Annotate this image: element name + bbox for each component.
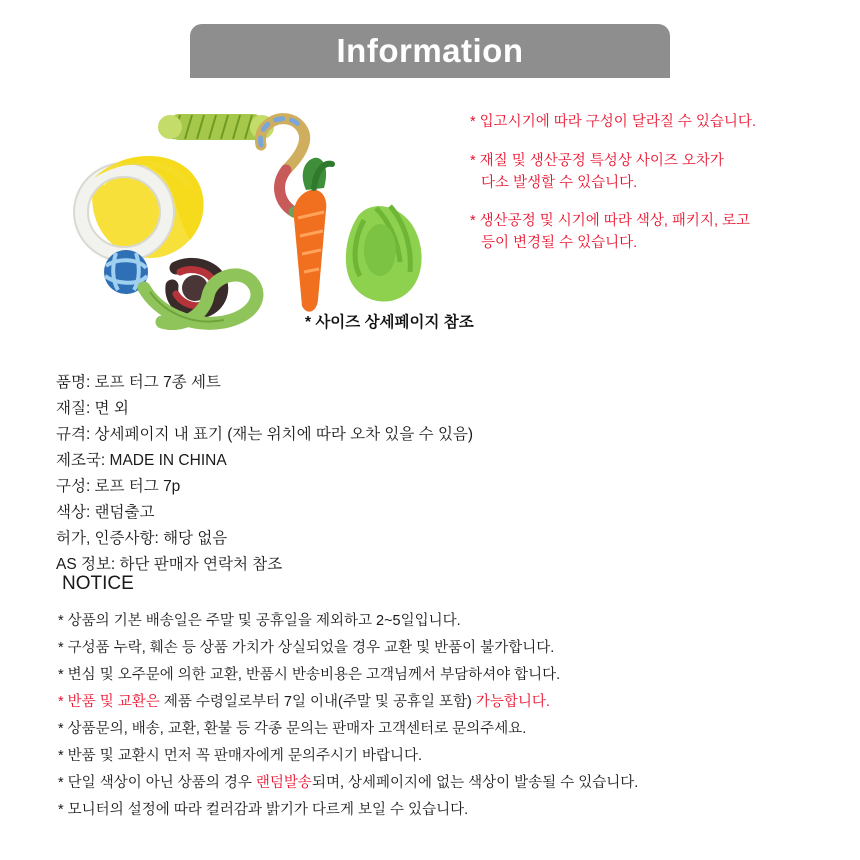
warning-note (470, 211, 850, 255)
warning-note-line2: 등이 변경될 수 있습니다. (481, 235, 638, 251)
spec-line: AS 정보: 하단 판매자 연락처 참조 (56, 556, 283, 573)
orange-carrot-toy-icon (294, 158, 332, 312)
notice-line: * 상품문의, 배송, 교환, 환불 등 각종 문의는 판매자 고객센터로 문의주세요. (58, 721, 527, 737)
notice-line: * 모니터의 설정에 따라 컬러감과 밝기가 다르게 보일 수 있습니다. (58, 802, 469, 818)
warning-note-line1: * 생산공정 및 시기에 따라 색상, 패키지, 로고 (470, 213, 751, 230)
warning-note (470, 151, 850, 195)
notice-seg-c: 되며, 상세페이지에 없는 색상이 발송될 수 있습니다. (311, 775, 639, 791)
notice-line: * 변심 및 오주문에 의한 교환, 반품시 반송비용은 고객님께서 부담하셔야 합니다. (58, 667, 561, 683)
warning-note-line1: * 재질 및 생산공정 특성상 사이즈 오차가 (470, 152, 724, 169)
notice-line: * 반품 및 교환시 먼저 꼭 판매자에게 문의주시기 바랍니다. (58, 748, 423, 764)
notice-list (58, 608, 838, 824)
notice-seg-b: 랜덤발송 (255, 775, 312, 791)
notice-seg-a: * 반품 및 교환은 (58, 694, 164, 710)
notice-seg-a: * 단일 색상이 아닌 상품의 경우 (58, 775, 256, 791)
page-title: Information (336, 32, 524, 69)
notice-line-highlight (58, 689, 838, 716)
warning-note (470, 112, 850, 134)
warning-notes (470, 112, 850, 272)
notice-seg-c: 가능합니다. (471, 694, 550, 710)
spec-line: 품명: 로프 터그 7종 세트 (56, 374, 221, 391)
notice-line-mixed (58, 770, 838, 797)
spec-list (56, 370, 796, 578)
size-reference-text: * 사이즈 상세페이지 참조 (305, 314, 474, 331)
yellow-frisbee-disc-icon (74, 152, 204, 261)
spec-line: 구성: 로프 터그 7p (56, 478, 181, 495)
notice-line: * 상품의 기본 배송일은 주말 및 공휴일을 제외하고 2~5일입니다. (58, 613, 461, 629)
spec-line: 재질: 면 외 (56, 400, 129, 417)
warning-note-line2: 다소 발생할 수 있습니다. (481, 174, 638, 191)
notice-seg-b: 제품 수령일로부터 7일 이내(주말 및 공휴일 포함) (163, 694, 472, 710)
spec-line: 규격: 상세페이지 내 표기 (재는 위치에 따라 오차 있을 수 있음) (56, 426, 474, 443)
spec-line: 색상: 랜덤출고 (56, 504, 155, 521)
green-shoe-toy-icon (346, 206, 422, 302)
warning-note-line1: * 입고시기에 따라 구성이 달라질 수 있습니다. (470, 114, 756, 130)
spec-line: 제조국: MADE IN CHINA (56, 452, 227, 469)
notice-line: * 구성품 누락, 훼손 등 상품 가치가 상실되었을 경우 교환 및 반품이 불가합니다. (58, 640, 555, 656)
header-banner (190, 24, 670, 78)
spec-line: 허가, 인증사항: 해당 없음 (56, 530, 228, 547)
notice-title: NOTICE (62, 573, 134, 594)
